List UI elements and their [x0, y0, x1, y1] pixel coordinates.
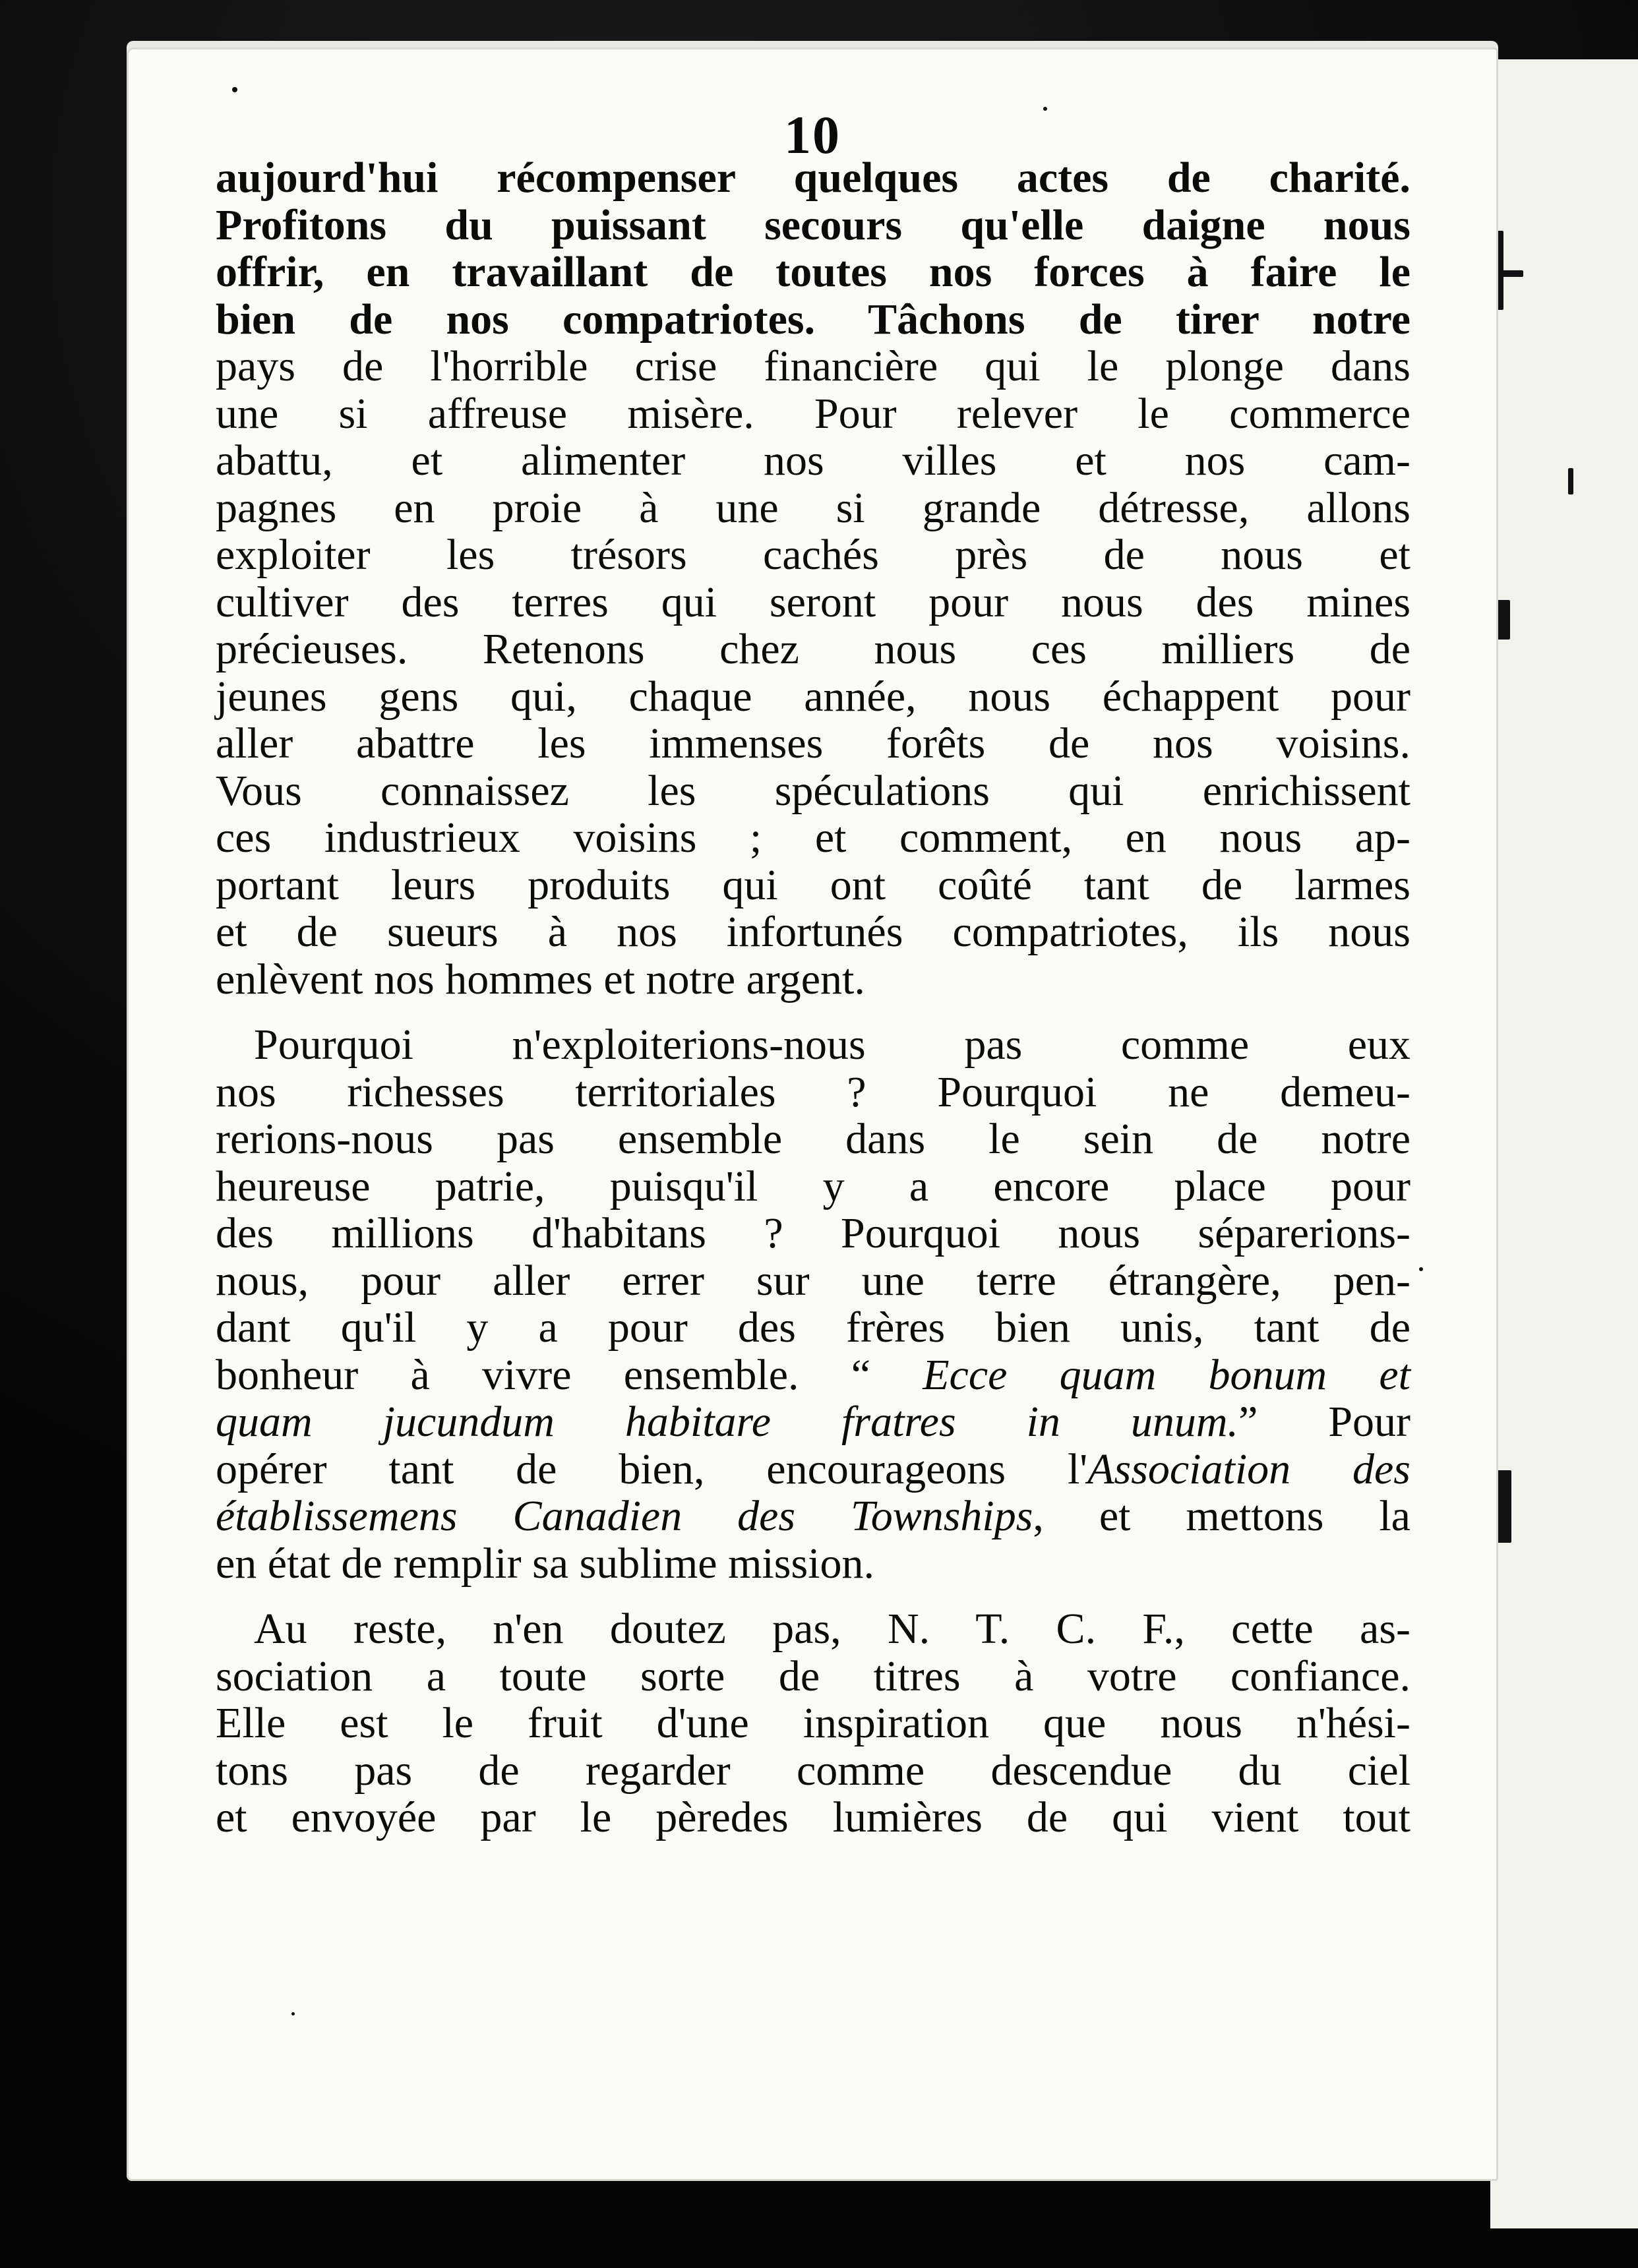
text-run: opérer tant de bien, encourageons l': [216, 1445, 1088, 1493]
ink-speck: [232, 87, 237, 92]
ink-speck: [1043, 107, 1047, 111]
text-line: Profitons du puissant secours qu'elle daigne nous: [216, 200, 1410, 249]
paragraph-1: [216, 154, 1410, 1003]
text-line: [216, 1446, 1410, 1493]
body-text: [216, 154, 1410, 1841]
text-line: pays de l'horrible crise financière qui le plonge dans: [216, 342, 1410, 390]
text-line: en état de remplir sa sublime mission.: [216, 1539, 874, 1588]
text-line: exploiter les trésors cachés près de nous et: [216, 531, 1410, 579]
text-line: aujourd'hui récompenser quelques actes de charité.: [216, 154, 1410, 202]
text-run: , et mettons la: [1033, 1492, 1410, 1540]
page-number: 10: [784, 105, 841, 165]
text-line: aller abattre les immenses forêts de nos voisins.: [216, 719, 1410, 767]
text-line: dant qu'il y a pour des frères bien unis, tant de: [216, 1303, 1410, 1352]
text-line: ces industrieux voisins ; et comment, en nous ap-: [216, 814, 1410, 862]
association-name: établissemens Canadien des Townships: [216, 1492, 1033, 1540]
text-line: sociation a toute sorte de titres à votre confiance.: [216, 1652, 1410, 1700]
adjacent-page-edge: [1490, 59, 1638, 2228]
text-line: offrir, en travaillant de toutes nos forces à faire le: [216, 248, 1410, 296]
association-name: Association des: [1087, 1445, 1410, 1493]
text-line: une si affreuse misère. Pour relever le commerce: [216, 389, 1410, 438]
text-line: abattu, et alimenter nos villes et nos cam-: [216, 436, 1410, 485]
text-line: Pourquoi n'exploiterions-nous pas comme eux: [254, 1021, 1410, 1069]
text-line: heureuse patrie, puisqu'il y a encore place pour: [216, 1162, 1410, 1210]
text-line: et de sueurs à nos infortunés compatriotes, ils nous: [216, 908, 1410, 956]
ink-speck: [1419, 1267, 1423, 1271]
text-line: pagnes en proie à une si grande détresse, allons: [216, 483, 1410, 532]
text-line: [216, 1398, 1410, 1446]
text-line: tons pas de regarder comme descendue du ciel: [216, 1746, 1410, 1795]
text-line: et envoyée par le pèredes lumières de qui vient tout: [216, 1793, 1410, 1841]
latin-quote: quam jucundum habitare fratres in unum.: [216, 1398, 1239, 1446]
text-line: des millions d'habitans ? Pourquoi nous séparerions-: [216, 1209, 1410, 1257]
text-line: cultiver des terres qui seront pour nous des mines: [216, 578, 1410, 626]
text-line: Elle est le fruit d'une inspiration que nous n'hési-: [216, 1699, 1410, 1747]
text-line: Vous connaissez les spéculations qui enrichissent: [216, 766, 1410, 815]
text-line: [216, 1352, 1410, 1399]
text-line: jeunes gens qui, chaque année, nous échappent pour: [216, 672, 1410, 721]
paragraph-3: [216, 1605, 1410, 1841]
text-line: [216, 1493, 1410, 1540]
book-page: [127, 47, 1498, 2181]
latin-quote: Ecce quam bonum et: [923, 1350, 1410, 1399]
text-line: nos richesses territoriales ? Pourquoi ne demeu-: [216, 1067, 1410, 1116]
text-line: précieuses. Retenons chez nous ces milliers de: [216, 625, 1410, 673]
text-line: rerions-nous pas ensemble dans le sein de notre: [216, 1115, 1410, 1163]
text-run: bonheur à vivre ensemble. “: [216, 1350, 923, 1399]
text-run: ” Pour: [1238, 1398, 1411, 1446]
text-line: bien de nos compatriotes. Tâchons de tirer notre: [216, 295, 1410, 343]
text-line: enlèvent nos hommes et notre argent.: [216, 955, 865, 1003]
paragraph-2: [216, 1021, 1410, 1587]
text-line: portant leurs produits qui ont coûté tant de larmes: [216, 860, 1410, 909]
ink-speck: [291, 2012, 295, 2015]
text-line: nous, pour aller errer sur une terre étrangère, pen-: [216, 1256, 1410, 1305]
text-line: Au reste, n'en doutez pas, N. T. C. F., cette as-: [254, 1605, 1410, 1653]
